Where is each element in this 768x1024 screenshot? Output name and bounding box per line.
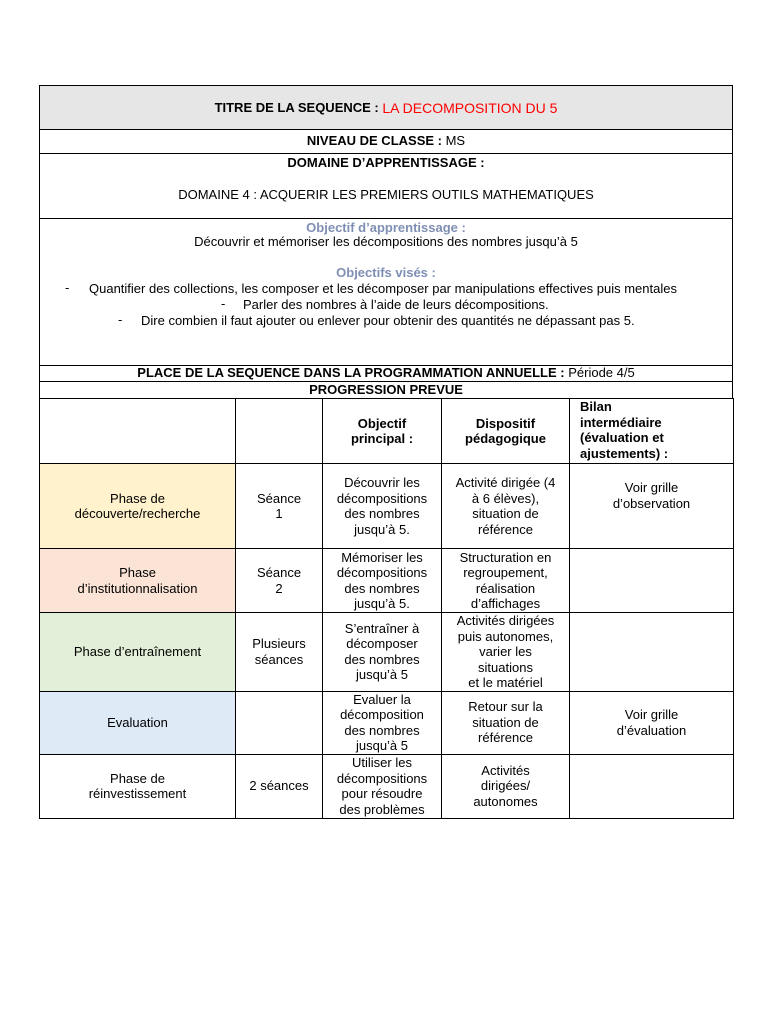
objectif-vise-2: Parler des nombres à l’aide de leurs décompositions. [243, 297, 549, 312]
seance-cell: Séance 2 [236, 549, 323, 613]
objectifs-block [39, 218, 733, 365]
domaine-block [39, 153, 733, 218]
objectif-cell: Utiliser les décompositions pour résoudre des problèmes [323, 754, 442, 818]
phase-cell: Phase de découverte/recherche [40, 464, 236, 549]
seance-cell: Séance 1 [236, 464, 323, 549]
objectif-cell: Mémoriser les décompositions des nombres jusqu’à 5. [323, 549, 442, 613]
place-value: Période 4/5 [568, 365, 635, 380]
progression-table [39, 398, 734, 819]
sequence-document [39, 85, 733, 819]
objectif-cell: Découvrir les décompositions des nombres jusqu’à 5. [323, 464, 442, 549]
header-cell [40, 399, 236, 464]
bullet-2: - [221, 296, 226, 311]
header-cell [236, 399, 323, 464]
table-row [40, 754, 734, 818]
objectif-cell: Evaluer la décomposition des nombres jusqu’à 5 [323, 691, 442, 754]
niveau-label: NIVEAU DE CLASSE : [306, 133, 446, 148]
header-objectif: Objectif principal : [323, 399, 442, 464]
objectif-cell: S’entraîner à décomposer des nombres jusqu’à 5 [323, 613, 442, 692]
seance-cell: Plusieurs séances [236, 613, 323, 692]
niveau-block [39, 129, 733, 153]
header-dispositif: Dispositif pédagogique [442, 399, 570, 464]
place-block [39, 365, 733, 381]
dispositif-cell: Structuration en regroupement, réalisation d’affichages [442, 549, 570, 613]
table-row [40, 549, 734, 613]
table-header-row [40, 399, 734, 464]
domaine-label: DOMAINE D’APPRENTISSAGE : [287, 155, 485, 170]
phase-cell: Phase d’institutionnalisation [40, 549, 236, 613]
table-row [40, 613, 734, 692]
phase-cell: Evaluation [40, 691, 236, 754]
objectif-vise-1: Quantifier des collections, les composer et les décomposer par manipulations effectives puis mentales [89, 281, 677, 296]
seance-cell [236, 691, 323, 754]
domaine-value: DOMAINE 4 : ACQUERIR LES PREMIERS OUTILS MATHEMATIQUES [178, 187, 594, 202]
seance-cell: 2 séances [236, 754, 323, 818]
dispositif-cell: Retour sur la situation de référence [442, 691, 570, 754]
dispositif-cell: Activités dirigées puis autonomes, varier les situations et le matériel [442, 613, 570, 692]
header-bilan: Bilan intermédiaire (évaluation et ajustements) : [570, 399, 734, 464]
bilan-cell: Voir grille d’observation [570, 464, 734, 549]
place-label: PLACE DE LA SEQUENCE DANS LA PROGRAMMATION ANNUELLE : [137, 365, 569, 380]
table-row [40, 464, 734, 549]
phase-cell: Phase d’entraînement [40, 613, 236, 692]
niveau-value: MS [445, 133, 466, 148]
objectif-value: Découvrir et mémoriser les décompositions des nombres jusqu’à 5 [194, 234, 578, 249]
bullet-1: - [65, 280, 70, 295]
bilan-cell [570, 613, 734, 692]
bilan-cell: Voir grille d’évaluation [570, 691, 734, 754]
table-row [40, 691, 734, 754]
progression-title: PROGRESSION PREVUE [39, 381, 733, 398]
title-label: TITRE DE LA SEQUENCE : [214, 100, 379, 115]
bilan-cell [570, 754, 734, 818]
dispositif-cell: Activités dirigées/ autonomes [442, 754, 570, 818]
bullet-3: - [118, 312, 123, 327]
bilan-cell [570, 549, 734, 613]
objectif-label: Objectif d’apprentissage : [306, 220, 466, 235]
objectif-vise-3: Dire combien il faut ajouter ou enlever pour obtenir des quantités ne dépassant pas 5. [141, 313, 635, 328]
objectifs-vises-label: Objectifs visés : [336, 265, 436, 280]
dispositif-cell: Activité dirigée (4 à 6 élèves), situation de référence [442, 464, 570, 549]
title-block [39, 85, 733, 129]
phase-cell: Phase de réinvestissement [40, 754, 236, 818]
title-value: LA DECOMPOSITION DU 5 [382, 99, 558, 116]
